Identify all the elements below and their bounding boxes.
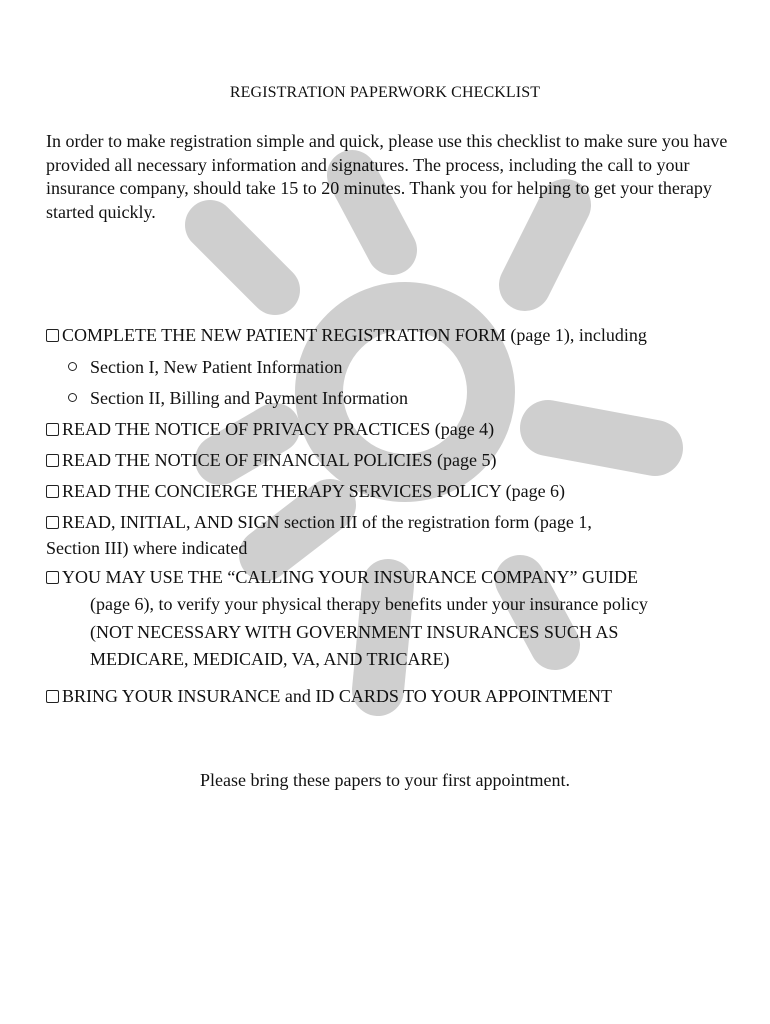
checkbox-icon[interactable] bbox=[46, 485, 59, 498]
checklist-item-insurance-guide bbox=[46, 564, 736, 674]
checklist-item-privacy-practices bbox=[46, 416, 736, 443]
sublist-item-label: Section I, New Patient Information bbox=[90, 357, 343, 377]
checklist-item-sign-section-iii bbox=[46, 509, 736, 561]
checkbox-icon[interactable] bbox=[46, 690, 59, 703]
checklist-item-label: READ, INITIAL, AND SIGN section III of the registration form (page 1, bbox=[62, 512, 592, 532]
checkbox-icon[interactable] bbox=[46, 454, 59, 467]
checklist-item-financial-policies bbox=[46, 447, 736, 474]
checklist-item-label-continued: MEDICARE, MEDICAID, VA, AND TRICARE) bbox=[90, 649, 450, 669]
checklist-item-label: BRING YOUR INSURANCE and ID CARDS TO YOUR APPOINTMENT bbox=[62, 686, 613, 706]
checklist-item-label: YOU MAY USE THE “CALLING YOUR INSURANCE COMPANY” GUIDE bbox=[62, 567, 639, 587]
checklist-item-bring-cards bbox=[46, 683, 736, 710]
sublist-item bbox=[68, 385, 408, 412]
sublist-item-label: Section II, Billing and Payment Information bbox=[90, 388, 408, 408]
checklist-item-label: COMPLETE THE NEW PATIENT REGISTRATION FORM (page 1), including bbox=[62, 325, 647, 345]
checklist-item-label-continued: (NOT NECESSARY WITH GOVERNMENT INSURANCES SUCH AS bbox=[90, 621, 619, 642]
footer-note: Please bring these papers to your first appointment. bbox=[200, 770, 570, 790]
page-title: REGISTRATION PAPERWORK CHECKLIST bbox=[229, 84, 541, 101]
checklist-item-label: READ THE NOTICE OF PRIVACY PRACTICES (page 4) bbox=[62, 419, 495, 439]
checklist-item-label: READ THE NOTICE OF FINANCIAL POLICIES (page 5) bbox=[62, 450, 497, 470]
sublist-item bbox=[68, 354, 342, 381]
checkbox-icon[interactable] bbox=[46, 516, 59, 529]
checkbox-icon[interactable] bbox=[46, 571, 59, 584]
hollow-bullet-icon bbox=[68, 393, 77, 402]
checklist-item-label: READ THE CONCIERGE THERAPY SERVICES POLICY (page 6) bbox=[62, 481, 566, 501]
checklist-item-label-continued: Section III) where indicated bbox=[46, 538, 248, 558]
checklist-item-registration-form bbox=[46, 322, 736, 349]
intro-paragraph: In order to make registration simple and quick, please use this checklist to make sure you have provided all necessary information and signatures. The process, including the call to your insurance company, should take 15 to 20 minutes. Thank you for helping to get your therapy started quickly. bbox=[46, 131, 728, 222]
checklist-item-label-continued: (page 6), to verify your physical therapy benefits under your insurance policy bbox=[90, 594, 648, 614]
hollow-bullet-icon bbox=[68, 362, 77, 371]
checkbox-icon[interactable] bbox=[46, 423, 59, 436]
checkbox-icon[interactable] bbox=[46, 329, 59, 342]
checklist-item-concierge-policy bbox=[46, 478, 736, 505]
